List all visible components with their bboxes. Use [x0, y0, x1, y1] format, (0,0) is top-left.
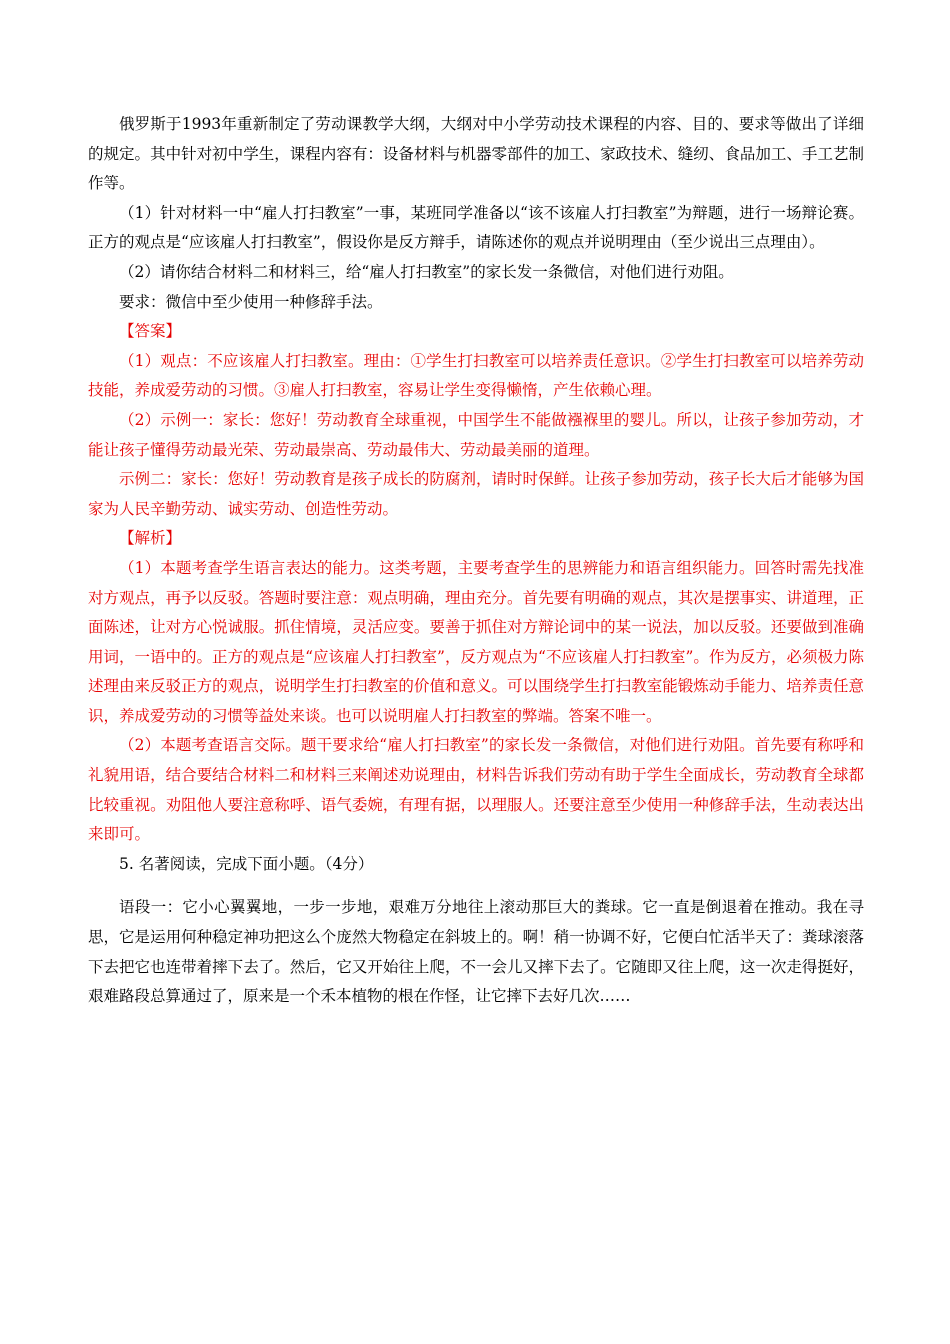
section-5-heading: 5. 名著阅读，完成下面小题。（4分）: [119, 854, 374, 873]
analysis-1: （1）本题考查学生语言表达的能力。这类考题，主要考查学生的思辨能力和语言组织能力。回答时需先找准对方观点，再予以反驳。答题时要注意：观点明确，理由充分。首先要有明确的观点，其次是摆事实、讲道理，正面陈述，让对方心悦诚服。抓住情境，灵活应变。要善于抓住对方辩论词中的某一说法，加以反驳。还要做到准确用词，一语中的。正方的观点是“应该雇人打扫教室”，反方观点为“不应该雇人打扫教室”。作为反方，必须极力陈述理由来反驳正方的观点，说明学生打扫教室的价值和意义。可以围绕学生打扫教室能锻炼动手能力、培养责任意识，养成爱劳动的习惯等益处来谈。也可以说明雇人打扫教室的弊端。答案不唯一。: [88, 558, 864, 725]
answer-label: 【答案】: [119, 322, 182, 341]
document-page: [88, 110, 864, 1012]
analysis-label: 【解析】: [119, 529, 182, 548]
question-1: （1）针对材料一中“雇人打扫教室”一事，某班同学准备以“该不该雇人打扫教室”为辩题，进行一场辩论赛。正方的观点是“应该雇人打扫教室”，假设你是反方辩手，请陈述你的观点并说明理由（至少说出三点理由）。: [88, 203, 864, 252]
answer-1: （1）观点：不应该雇人打扫教室。理由：①学生打扫教室可以培养责任意识。②学生打扫教室可以培养劳动技能，养成爱劳动的习惯。③雇人打扫教室，容易让学生变得懒惰，产生依赖心理。: [88, 351, 864, 400]
answer-2-example-1: （2）示例一：家长：您好！劳动教育全球重视，中国学生不能做襁褓里的婴儿。所以，让孩子参加劳动，才能让孩子懂得劳动最光荣、劳动最崇高、劳动最伟大、劳动最美丽的道理。: [88, 410, 864, 459]
requirement-text: 要求：微信中至少使用一种修辞手法。: [119, 292, 383, 311]
question-2: （2）请你结合材料二和材料三，给“雇人打扫教室”的家长发一条微信，对他们进行劝阻。: [119, 262, 734, 281]
analysis-2: （2）本题考查语言交际。题干要求给“雇人打扫教室”的家长发一条微信，对他们进行劝阻。首先要有称呼和礼貌用语，结合要结合材料二和材料三来阐述劝说理由，材料告诉我们劳动有助于学生全面成长，劳动教育全球都比较重视。劝阻他人要注意称呼、语气委婉，有理有据，以理服人。还要注意至少使用一种修辞手法，生动表达出来即可。: [88, 736, 864, 844]
intro-paragraph: 俄罗斯于1993年重新制定了劳动课教学大纲，大纲对中小学劳动技术课程的内容、目的、要求等做出了详细的规定。其中针对初中学生，课程内容有：设备材料与机器零部件的加工、家政技术、缝纫、食品加工、手工艺制作等。: [88, 115, 864, 193]
passage-1: 语段一：它小心翼翼地，一步一步地，艰难万分地往上滚动那巨大的粪球。它一直是倒退着在推动。我在寻思，它是运用何种稳定神功把这么个庞然大物稳定在斜坡上的。啊！稍一协调不好，它便白忙活半天了：粪球滚落下去把它也连带着摔下去了。然后，它又开始往上爬，不一会儿又摔下去了。它随即又往上爬，这一次走得挺好，艰难路段总算通过了，原来是一个禾本植物的根在作怪，让它摔下去好几次……: [88, 898, 864, 1006]
answer-2-example-2: 示例二：家长：您好！劳动教育是孩子成长的防腐剂，请时时保鲜。让孩子参加劳动，孩子长大后才能够为国家为人民辛勤劳动、诚实劳动、创造性劳动。: [88, 470, 864, 518]
